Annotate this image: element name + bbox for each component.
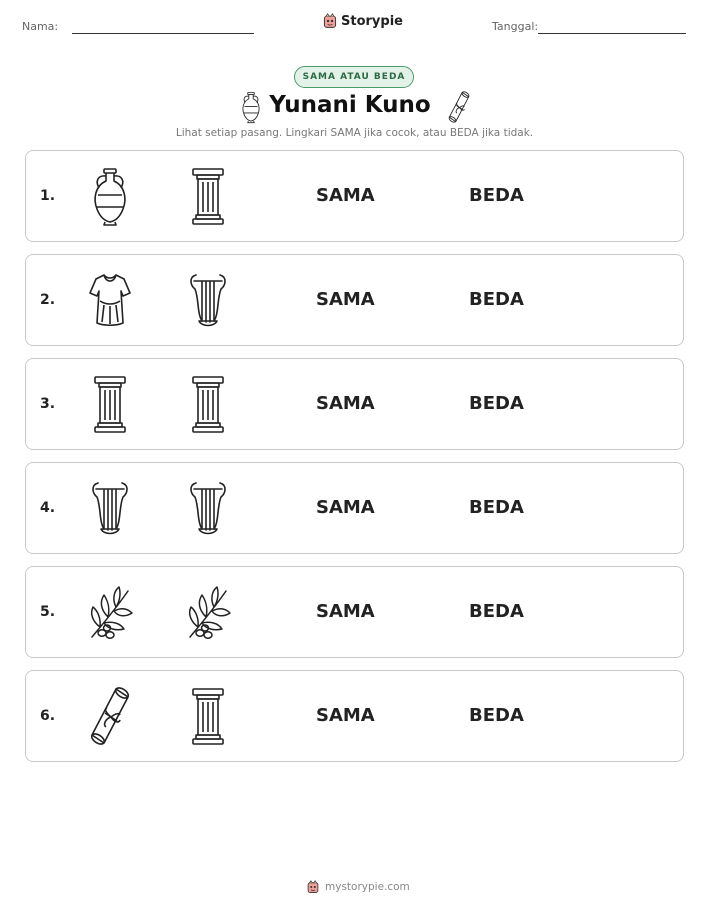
question-number: 5. xyxy=(40,604,56,620)
column-icon xyxy=(184,373,232,435)
question-row xyxy=(25,566,684,658)
storypie-logo-icon xyxy=(306,880,320,894)
footer-url[interactable]: mystorypie.com xyxy=(325,881,410,893)
tunic-icon xyxy=(86,269,134,331)
same-option[interactable]: SAMA xyxy=(316,393,375,414)
question-number: 4. xyxy=(40,500,56,516)
question-number: 3. xyxy=(40,396,56,412)
worksheet-badge: SAMA ATAU BEDA xyxy=(294,66,414,88)
name-label: Nama: xyxy=(22,20,59,33)
date-label: Tanggal: xyxy=(492,20,539,33)
question-row xyxy=(25,670,684,762)
question-row xyxy=(25,358,684,450)
same-option[interactable]: SAMA xyxy=(316,497,375,518)
footer xyxy=(306,880,410,894)
storypie-logo-icon xyxy=(322,13,338,29)
olive-branch-icon xyxy=(184,581,232,643)
lyre-icon xyxy=(184,477,232,539)
column-icon xyxy=(184,685,232,747)
different-option[interactable]: BEDA xyxy=(469,289,524,310)
name-line[interactable] xyxy=(72,33,254,34)
lyre-icon xyxy=(86,477,134,539)
scroll-icon xyxy=(86,685,134,747)
different-option[interactable]: BEDA xyxy=(469,705,524,726)
instructions: Lihat setiap pasang. Lingkari SAMA jika cocok, atau BEDA jika tidak. xyxy=(175,127,534,139)
same-option[interactable]: SAMA xyxy=(316,185,375,206)
question-number: 6. xyxy=(40,708,56,724)
same-option[interactable]: SAMA xyxy=(316,289,375,310)
question-number: 1. xyxy=(40,188,56,204)
same-option[interactable]: SAMA xyxy=(316,601,375,622)
question-row xyxy=(25,462,684,554)
different-option[interactable]: BEDA xyxy=(469,393,524,414)
date-line[interactable] xyxy=(538,33,686,34)
brand-logo xyxy=(322,13,403,29)
page-title: Yunani Kuno xyxy=(269,92,431,118)
question-row xyxy=(25,254,684,346)
lyre-icon xyxy=(184,269,232,331)
question-number: 2. xyxy=(40,292,56,308)
column-icon xyxy=(86,373,134,435)
brand-name: Storypie xyxy=(341,13,403,29)
column-icon xyxy=(184,165,232,227)
scroll-icon xyxy=(446,90,472,124)
same-option[interactable]: SAMA xyxy=(316,705,375,726)
different-option[interactable]: BEDA xyxy=(469,185,524,206)
olive-branch-icon xyxy=(86,581,134,643)
different-option[interactable]: BEDA xyxy=(469,601,524,622)
question-row xyxy=(25,150,684,242)
amphora-icon xyxy=(86,165,134,227)
different-option[interactable]: BEDA xyxy=(469,497,524,518)
